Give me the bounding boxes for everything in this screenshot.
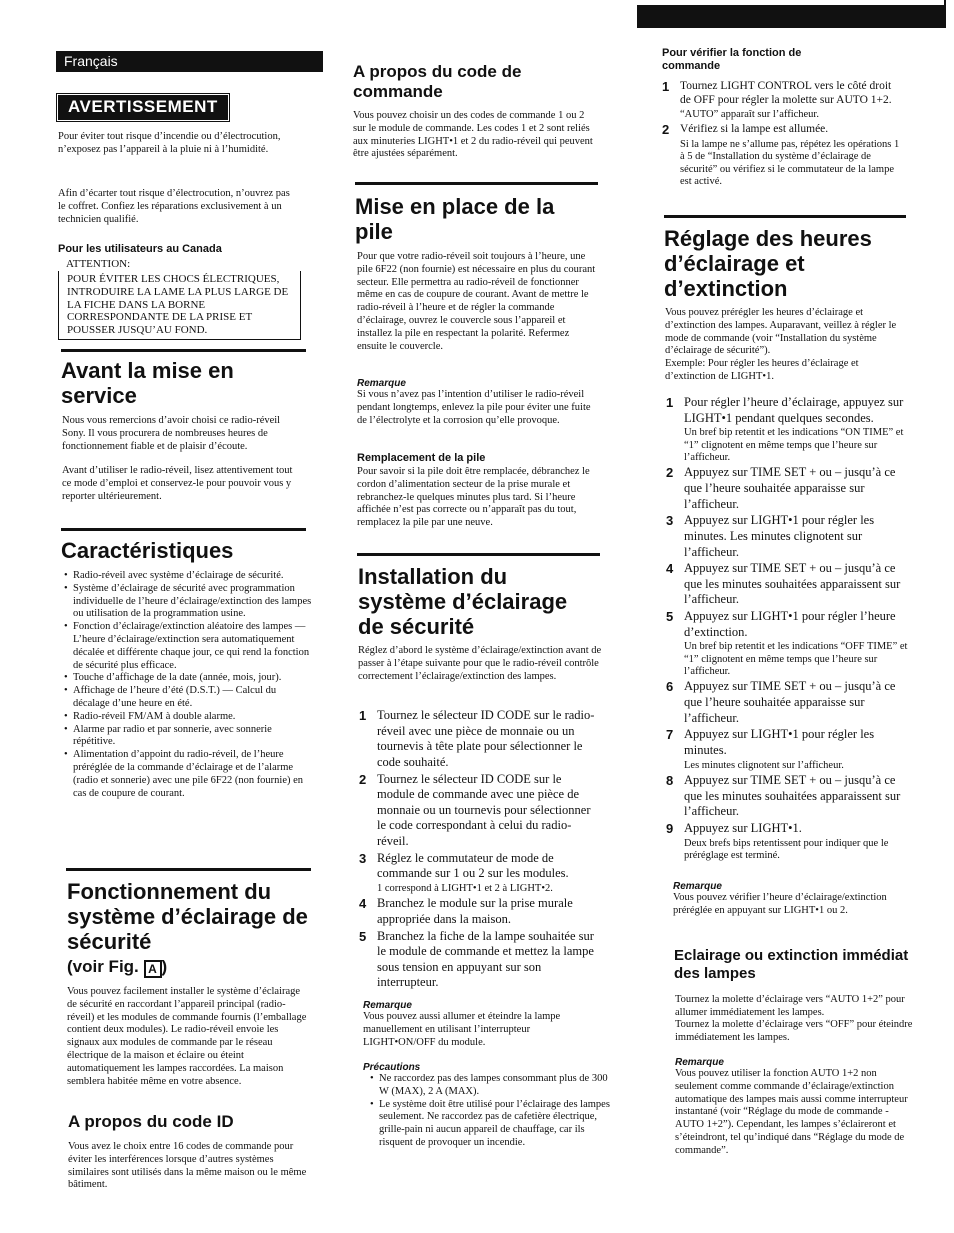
section-rule — [664, 215, 906, 218]
step-text: Appuyez sur TIME SET + ou – jusqu’à ce que les minutes souhaitées apparaissent sur l’afficheur. — [684, 561, 901, 607]
canada-heading: Pour les utilisateurs au Canada — [58, 243, 222, 255]
section-rule — [61, 528, 306, 531]
step-text: Tournez LIGHT CONTROL vers le côté droit de OFF pour régler la molette sur AUTO 1+2. — [680, 80, 892, 107]
pile-title: Mise en place de la pile — [355, 194, 555, 244]
step-item — [662, 79, 902, 108]
corner-rule — [944, 0, 946, 28]
step-note: Un bref bip retentit et les indications “ON TIME” et “1” clignotent en même temps que l’heure sur l’afficheur. — [684, 427, 904, 463]
step-note: “AUTO” apparaît sur l’afficheur. — [680, 108, 819, 120]
step-number: 9 — [666, 820, 674, 836]
step-text: Appuyez sur LIGHT•1 pour régler les minutes. Les minutes clignotent sur l’afficheur. — [684, 513, 875, 559]
step-number: 5 — [359, 928, 367, 944]
step-note: Un bref bip retentit et les indications “OFF TIME” et “1” clignotent en même temps que l’heure sur l’afficheur. — [684, 641, 908, 677]
feature-item: • Système d’éclairage de sécurité avec programmation individuelle de l’heure d’éclairage/extinction des lampes ou utilisation de la programmation usine. — [73, 583, 313, 621]
caracteristiques-title: Caractéristiques — [61, 538, 234, 563]
step-item — [666, 395, 911, 426]
fonctionnement-subtitle — [67, 957, 167, 978]
avant-paragraph-2: Avant d’utiliser le radio-réveil, lisez attentivement tout ce mode d’emploi et conservez-le pour pouvoir vous y reporter ultérieurement. — [62, 465, 293, 502]
verification-steps — [662, 79, 902, 189]
section-rule — [357, 553, 600, 556]
language-bar — [56, 51, 323, 72]
installation-steps — [359, 708, 599, 992]
apropos-paragraph: Vous pouvez choisir un des codes de commande 1 ou 2 sur le module de commande. Les codes 1 et 2 sont reliés aux minuteries LIGHT•1 et 2 du radio-réveil qui peuvent être ajustées séparément. — [353, 110, 593, 160]
step-item — [359, 772, 599, 850]
step-number: 7 — [666, 727, 674, 743]
feature-item: • Fonction d’éclairage/extinction aléatoire des lampes — L’heure d’éclairage/extinction sera automatiquement décalée et différente chaque jour, ce qui rend la fonction de sécurité plus efficace. — [73, 621, 313, 672]
step-text: Appuyez sur TIME SET + ou – jusqu’à ce que les minutes souhaitées apparaissent sur l’afficheur. — [684, 772, 901, 819]
step-number: 4 — [359, 896, 367, 912]
step-item — [666, 773, 911, 820]
canada-box-text: POUR ÉVITER LES CHOCS ÉLECTRIQUES, INTRODUIRE LA LAME LA PLUS LARGE DE LA FICHE DANS LA BORNE CORRESPONDANTE DE LA PRISE ET POUSSER JUSQU’AU FOND. — [58, 271, 301, 339]
avant-title: Avant la mise en service — [61, 358, 234, 408]
step-text: Appuyez sur LIGHT•1 pour régler l’heure d’extinction. — [684, 609, 896, 639]
pile-remarque: Si vous n’avez pas l’intention d’utiliser le radio-réveil pendant longtemps, enlevez la pile pour éviter une fuite de l’électrolyte et la corrosion qu’elle provoque. — [357, 389, 591, 426]
voir-fig-text: (voir Fig. — [67, 957, 139, 976]
step-number: 3 — [359, 850, 367, 866]
step-number: 5 — [666, 609, 674, 624]
reglage-steps — [666, 395, 911, 863]
warning-title: AVERTISSEMENT — [58, 95, 228, 120]
verification-heading: Pour vérifier la fonction de commande — [662, 47, 802, 73]
step-item — [666, 513, 911, 560]
step-item — [666, 609, 911, 640]
warning-paragraph-1: Pour éviter tout risque d’incendie ou d’électrocution, n’exposez pas l’appareil à la pluie ni à l’humidité. — [58, 131, 281, 155]
apropos-title: A propos du code de commande — [353, 62, 522, 102]
canada-attention: ATTENTION: — [66, 258, 131, 270]
code-id-paragraph: Vous avez le choix entre 16 codes de commande pour éviter les interférences lorsque d’autres systèmes similaires sont utilisés dans la même maison ou le même bâtiment. — [68, 1141, 307, 1191]
step-text: Appuyez sur TIME SET + ou – jusqu’à ce que l’heure souhaitée apparaisse sur l’afficheur. — [684, 465, 896, 511]
reglage-example: Exemple: Pour régler les heures d’éclairage et d’extinction de LIGHT•1. — [665, 358, 859, 382]
step-text: Branchez la fiche de la lampe souhaitée sur le module de commande et mettez la lampe sous tension en appuyant sur son interrupteur. — [377, 928, 594, 990]
immediat-title: Eclairage ou extinction immédiat des lampes — [674, 947, 909, 982]
step-item — [666, 465, 911, 512]
reglage-title: Réglage des heures d’éclairage et d’extinction — [664, 226, 872, 301]
step-text: Tournez le sélecteur ID CODE sur le radio-réveil avec une pièce de monnaie ou un tournevis à tête plate pour sélectionner le code souhaité. — [377, 708, 595, 769]
step-note: Deux brefs bips retentissent pour indiquer que le préréglage est terminé. — [684, 837, 889, 861]
section-rule — [61, 349, 306, 352]
reglage-paragraph: Vous pouvez prérégler les heures d’éclairage et d’extinction des lampes. Auparavant, veillez à régler le mode de commande (voir “Installation du système d’éclairage de sécurité”). — [665, 307, 897, 357]
section-rule — [66, 868, 311, 871]
canada-notice — [58, 258, 301, 340]
step-number: 4 — [666, 561, 674, 577]
section-rule — [355, 182, 598, 185]
step-item — [359, 929, 599, 992]
code-id-title: A propos du code ID — [68, 1112, 234, 1131]
step-text: Appuyez sur TIME SET + ou – jusqu’à ce que l’heure souhaitée apparaisse sur l’afficheur. — [684, 679, 896, 725]
warning-paragraph-2: Afin d’écarter tout risque d’électrocution, n’ouvrez pas le coffret. Confiez les réparations exclusivement à un technicien qualifié. — [58, 188, 290, 225]
step-number: 2 — [662, 122, 670, 138]
step-item — [666, 821, 911, 837]
feature-item: • Touche d’affichage de la date (année, mois, jour). — [73, 672, 313, 685]
step-item — [666, 679, 911, 726]
step-item — [662, 122, 902, 138]
step-text: Branchez le module sur la prise murale appropriée dans la maison. — [377, 896, 573, 926]
voir-fig-close: ) — [161, 957, 168, 976]
step-text: Réglez le commutateur de mode de commande sur 1 ou 2 sur les modules. — [377, 850, 569, 881]
step-note: Si la lampe ne s’allume pas, répétez les opérations 1 à 5 de “Installation du système d’éclairage de sécurité” ou vérifiez si le commutateur de la lampe est activé. — [680, 138, 900, 188]
remplacement-heading: Remplacement de la pile — [357, 452, 486, 464]
step-note: Les minutes clignotent sur l’afficheur. — [684, 759, 844, 771]
precautions-list — [367, 1073, 615, 1150]
precaution-item: • Ne raccordez pas des lampes consommant plus de 300 W (MAX), 2 A (MAX). — [379, 1073, 615, 1099]
step-number: 1 — [666, 395, 674, 410]
step-number: 2 — [359, 771, 367, 787]
precautions-label: Précautions — [363, 1062, 421, 1073]
step-item — [359, 851, 599, 882]
pile-paragraph: Pour que votre radio-réveil soit toujours à l’heure, une pile 6F22 (non fournie) est nécessaire en plus du courant secteur. Elle permettra au radio-réveil de fonctionner même en cas de coupure de courant. Avant de mettre le radio-réveil à l’heure et de régler la commande d’éclairage, ouvrez le couvercle sous l’appareil et installez la pile en respectant la polarité. Refermez ensuite le couvercle. — [357, 251, 596, 352]
step-item — [359, 708, 599, 771]
step-item — [666, 561, 911, 608]
installation-paragraph: Réglez d’abord le système d’éclairage/extinction avant de passer à l’étape suivante pour que le radio-réveil contrôle correctement l’éclairage/extinction des lampes. — [358, 645, 602, 682]
step-number: 1 — [662, 79, 670, 94]
feature-item: • Alimentation d’appoint du radio-réveil, de l’heure préréglée de la commande d’éclairage et de l’alarme (radio et sonnerie) avec une pile 6F22 (non fournie) en cas de coupure de courant. — [73, 749, 313, 800]
fonctionnement-paragraph: Vous pouvez facilement installer le système d’éclairage de sécurité en raccordant l’appareil principal (radio-réveil) et les modules de commande fournis (l’emballage contient deux modules). Le radio-réveil envoie les signaux aux modules de commande par le réseau électrique de la maison et éclaire ou éteint automatiquement les lampes raccordées. La maison semblera habitée même en votre absence. — [67, 986, 307, 1087]
step-text: Vérifiez si la lampe est allumée. — [680, 123, 829, 136]
feature-item: • Radio-réveil FM/AM à double alarme. — [73, 711, 313, 724]
avant-paragraph-1: Nous vous remercions d’avoir choisi ce radio-réveil Sony. Il vous procurera de nombreuses heures de fonctionnement fiable et de plaisir d’écoute. — [62, 415, 281, 452]
step-note: 1 correspond à LIGHT•1 et 2 à LIGHT•2. — [377, 882, 553, 894]
precaution-item: • Le système doit être utilisé pour l’éclairage des lampes seulement. Ne raccordez pas de cafetière électrique, grille-pain ni aucun appareil de chauffage, car ils risquent de provoquer un incendie. — [379, 1099, 615, 1150]
step-number: 8 — [666, 772, 674, 788]
immediat-remarque: Vous pouvez utiliser la fonction AUTO 1+2 non seulement comme commande d’éclairage/extinction automatique des lampes mais aussi comme interrupteur instantané (voir “Réglage du mode de commande - AUTO 1+2”). Cependant, les lampes s’éclaireront et s’éteindront, tel qu’indiqué dans “Réglage du mode de commande”. — [675, 1068, 908, 1156]
step-item — [359, 896, 599, 927]
top-black-bar — [637, 5, 944, 28]
remplacement-paragraph: Pour savoir si la pile doit être remplacée, débranchez le cordon d’alimentation secteur de la prise murale et rebranchez-le quelques minutes plus tard. Si l’heure affichée n’est pas correcte ou n’apparaît pas du tout, remplacez la pile par une neuve. — [357, 466, 590, 529]
reglage-remarque: Vous pouvez vérifier l’heure d’éclairage/extinction préréglée en appuyant sur LIGHT•1 ou 2. — [673, 892, 887, 916]
language-label: Français — [64, 53, 118, 69]
figure-a-icon: A — [144, 960, 162, 978]
step-text: Tournez le sélecteur ID CODE sur le module de commande avec une pièce de monnaie ou un tournevis pour sélectionner le code correspondant à celui du radio-réveil. — [377, 771, 591, 848]
step-text: Appuyez sur LIGHT•1. — [684, 820, 802, 835]
feature-item: • Radio-réveil avec système d’éclairage de sécurité. — [73, 570, 313, 583]
feature-item: • Affichage de l’heure d’été (D.S.T.) — Calcul du décalage d’une heure en été. — [73, 685, 313, 711]
immediat-paragraph-2: Tournez la molette d’éclairage vers “OFF” pour éteindre immédiatement les lampes. — [675, 1019, 913, 1043]
installation-remarque-label: Remarque — [363, 1000, 412, 1011]
step-text: Pour régler l’heure d’éclairage, appuyez sur LIGHT•1 pendant quelques secondes. — [684, 395, 904, 425]
fonctionnement-title: Fonctionnement du système d’éclairage de sécurité — [67, 879, 308, 954]
step-number: 2 — [666, 465, 674, 481]
step-text: Appuyez sur LIGHT•1 pour régler les minutes. — [684, 727, 875, 757]
feature-item: • Alarme par radio et par sonnerie, avec sonnerie répétitive. — [73, 724, 313, 750]
reglage-remarque-label: Remarque — [673, 881, 722, 892]
caracteristiques-list — [61, 570, 313, 800]
installation-title: Installation du système d’éclairage de sécurité — [358, 564, 568, 639]
installation-remarque: Vous pouvez aussi allumer et éteindre la lampe manuellement en utilisant l’interrupteur LIGHT•ON/OFF du module. — [363, 1011, 561, 1048]
step-number: 1 — [359, 708, 367, 723]
step-number: 3 — [666, 513, 674, 529]
pile-remarque-label: Remarque — [357, 378, 406, 389]
immediat-paragraph-1: Tournez la molette d’éclairage vers “AUTO 1+2” pour allumer immédiatement les lampes. — [675, 994, 905, 1018]
step-item — [666, 727, 911, 758]
step-number: 6 — [666, 679, 674, 695]
immediat-remarque-label: Remarque — [675, 1057, 724, 1068]
